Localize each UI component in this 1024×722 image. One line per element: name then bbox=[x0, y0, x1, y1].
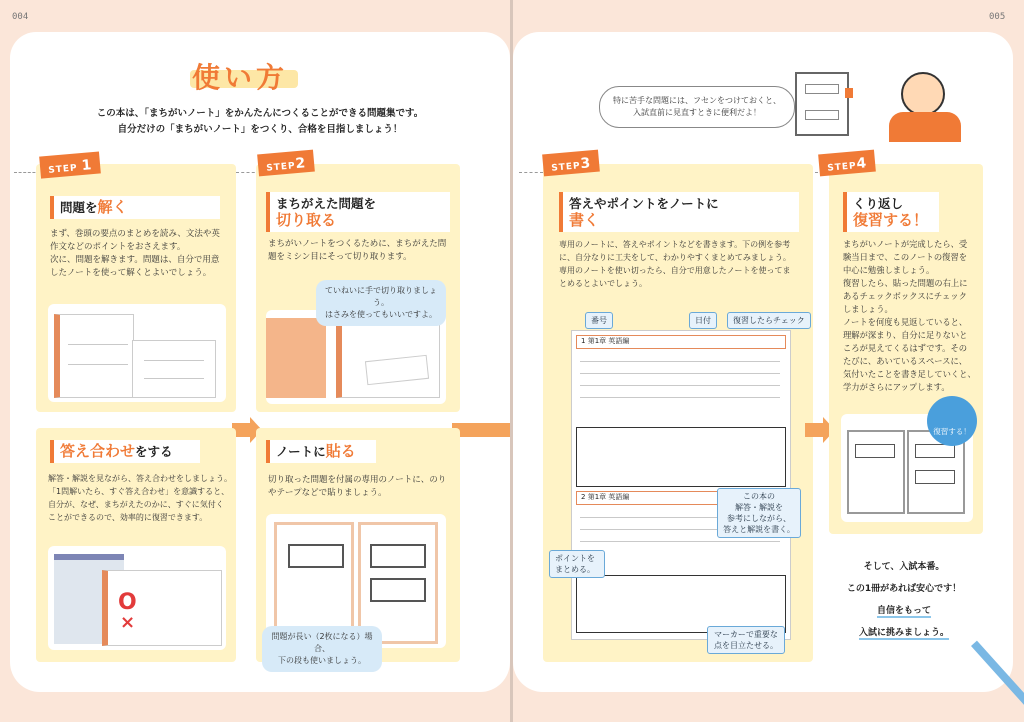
step2-heading bbox=[266, 192, 450, 232]
body-line: やテープなどで貼りましょう。 bbox=[268, 488, 387, 498]
body-line: 気付いたことを書き足していくと、 bbox=[843, 369, 976, 379]
bubble-line: 特に苦手な問題には、フセンをつけておくと、 bbox=[613, 96, 781, 105]
review-badge-text: 復習する！ bbox=[933, 427, 971, 436]
closing-line-underlined: 自信をもって bbox=[876, 606, 931, 616]
body-line: あるチェックボックスにチェック bbox=[843, 291, 967, 301]
notebook-graphic bbox=[132, 340, 216, 398]
label-line: マーカーで重要な bbox=[714, 630, 778, 639]
note-line bbox=[580, 385, 780, 386]
step1-body bbox=[50, 228, 234, 280]
step1-illustration bbox=[48, 304, 226, 402]
body-line: まちがいノートをつくるために、まちがえた問 bbox=[268, 239, 447, 249]
answer-body bbox=[48, 472, 236, 524]
pasted-problem-graphic bbox=[915, 444, 955, 458]
body-line: 学力がさらにアップします。 bbox=[843, 382, 950, 392]
label-line: 解答・解説を bbox=[735, 503, 783, 512]
fusen-tab-icon bbox=[845, 88, 853, 98]
heading-highlight: 解く bbox=[97, 198, 128, 216]
label-check: 復習したらチェック bbox=[727, 312, 811, 329]
note-line bbox=[68, 364, 128, 365]
notebook-graphic bbox=[54, 314, 134, 398]
note-line bbox=[68, 344, 128, 345]
heading-text: をする bbox=[135, 444, 173, 459]
body-line: まちがいノートが完成したら、受 bbox=[843, 239, 968, 249]
teacher-avatar bbox=[901, 72, 945, 116]
review-badge bbox=[927, 396, 977, 446]
note-line bbox=[580, 541, 780, 542]
cut-sheet-graphic bbox=[266, 318, 326, 398]
paste-tip-bubble bbox=[262, 626, 382, 672]
body-line: ころが見えてくるはずです。その bbox=[843, 343, 968, 353]
body-line: 解答・解説を見ながら、答え合わせをしましょう。 bbox=[48, 474, 232, 483]
pasted-problem-graphic bbox=[370, 544, 426, 568]
step4-body bbox=[843, 238, 985, 394]
label-explain bbox=[717, 488, 801, 538]
sticky-note-graphic bbox=[805, 84, 839, 94]
note-line bbox=[144, 378, 204, 379]
label-date: 日付 bbox=[689, 312, 717, 329]
body-line: 中心に勉強しましょう。 bbox=[843, 265, 935, 275]
closing-line: そして、入試本番。 bbox=[863, 562, 945, 572]
closing-line: この1冊があれば安心です！ bbox=[846, 584, 962, 594]
closing-line-underlined: 入試に挑みましょう。 bbox=[858, 628, 949, 638]
heading-text: ノートに bbox=[276, 444, 326, 459]
step-number: 2 bbox=[294, 155, 307, 173]
intro-line: この本は、「まちがいノート」をかんたんにつくることができる問題集です。 bbox=[96, 108, 424, 119]
example-title: 第1章 英語編 bbox=[587, 337, 630, 345]
label-line: この本の bbox=[743, 492, 775, 501]
bubble-line: ていねいに手で切り取りましょう。 bbox=[325, 286, 437, 307]
body-line: しましょう。 bbox=[843, 304, 893, 314]
body-line: 復習したら、貼った問題の右上に bbox=[843, 278, 968, 288]
body-line: たびに、あいているスペースに、 bbox=[843, 356, 968, 366]
sticky-note-book-icon bbox=[795, 72, 849, 136]
body-line: とめるとよいでしょう。 bbox=[559, 279, 647, 288]
page-number-right: 005 bbox=[989, 12, 1006, 22]
heading-text: 問題を bbox=[60, 200, 98, 215]
page-title: 使い方 bbox=[192, 61, 289, 94]
intro-text bbox=[60, 106, 460, 138]
example-number: 2 bbox=[581, 493, 586, 501]
handwritten-answer-area bbox=[576, 427, 786, 487]
note-line bbox=[580, 373, 780, 374]
example-title: 第1章 英語編 bbox=[587, 493, 630, 501]
body-line: 自分が、なぜ、まちがえたのかに、すぐに気付く bbox=[48, 500, 224, 509]
body-line: 題をミシン目にそって切り取ります。 bbox=[268, 252, 412, 262]
body-line: 作文などのポイントをおさえます。 bbox=[50, 242, 186, 252]
body-line: 理解が深まり、自分に足りないと bbox=[843, 330, 968, 340]
example-header-row bbox=[576, 335, 786, 349]
step-number: 3 bbox=[579, 155, 592, 173]
body-line: ノートを何度も見返していると、 bbox=[843, 317, 968, 327]
teacher-hoodie-graphic bbox=[889, 112, 961, 142]
body-line: 験当日まで、このノートの復習を bbox=[843, 252, 968, 262]
step1-heading bbox=[50, 196, 220, 219]
heading-highlight: 書く bbox=[569, 211, 600, 229]
label-line: 答えと解説を書く。 bbox=[723, 525, 795, 534]
paste-heading bbox=[266, 440, 376, 463]
step-word: STEP bbox=[826, 161, 858, 174]
label-point bbox=[549, 550, 605, 578]
pasted-problem-graphic bbox=[370, 578, 426, 602]
body-line: まず、巻頭の要点のまとめを読み、文法や英 bbox=[50, 229, 220, 239]
paste-body bbox=[268, 474, 454, 500]
body-line: 「1問解いたら、すぐ答え合わせ」を意識すると、 bbox=[48, 487, 230, 496]
label-line: 点を目立たせる。 bbox=[714, 641, 778, 650]
note-line bbox=[144, 360, 204, 361]
answer-heading bbox=[50, 440, 200, 463]
step3-body bbox=[559, 238, 813, 290]
label-line: まとめる。 bbox=[555, 565, 595, 574]
note-line bbox=[580, 361, 780, 362]
mark-circle-icon: O bbox=[118, 590, 137, 615]
pasted-problem-graphic bbox=[915, 470, 955, 484]
heading-highlight: 切り取る bbox=[276, 211, 337, 229]
label-line: ポイントを bbox=[555, 554, 595, 563]
label-number: 番号 bbox=[585, 312, 613, 329]
notebook-graphic bbox=[847, 430, 905, 514]
right-page bbox=[513, 0, 1024, 722]
answer-illustration bbox=[48, 546, 226, 650]
sticky-note-graphic bbox=[805, 110, 839, 120]
step3-heading bbox=[559, 192, 799, 232]
step2-tip-bubble bbox=[316, 280, 446, 326]
page-number-left: 004 bbox=[12, 12, 29, 22]
heading-text: くり返し bbox=[853, 196, 904, 211]
heading-highlight: 復習する！ bbox=[853, 211, 929, 229]
example-note bbox=[571, 330, 791, 640]
example-number: 1 bbox=[581, 337, 586, 345]
label-marker bbox=[707, 626, 785, 654]
intro-line: 自分だけの「まちがいノート」をつくり、合格を目指しましょう！ bbox=[117, 124, 403, 135]
arrow-right-icon bbox=[805, 423, 823, 437]
bubble-line: 問題が長い（2枚になる）場合、 bbox=[271, 632, 373, 653]
closing-text bbox=[829, 556, 979, 644]
heading-highlight: 答え合わせ bbox=[60, 442, 136, 460]
left-page bbox=[0, 0, 511, 722]
body-line: に、自分なりに工夫をして、わかりやすくまとめてみましょう。 bbox=[559, 253, 791, 262]
fusen-tip-bubble bbox=[599, 86, 795, 128]
step-number: 4 bbox=[855, 155, 868, 173]
body-line: 専用のノートを使い切ったら、自分で用意したノートを使ってま bbox=[559, 266, 791, 275]
body-line: 次に、問題を解きます。問題は、自分で用意 bbox=[50, 255, 220, 265]
body-line: 切り取った問題を付属の専用のノートに、のり bbox=[268, 475, 447, 485]
mark-cross-icon: × bbox=[120, 612, 136, 633]
step-line bbox=[519, 172, 543, 173]
body-line: したノートを使って解くとよいでしょう。 bbox=[50, 268, 212, 278]
bubble-line: 下の段も使いましょう。 bbox=[278, 656, 366, 665]
body-line: ことができるので、効率的に復習できます。 bbox=[48, 513, 208, 522]
step4-heading bbox=[843, 192, 939, 232]
step-number: 1 bbox=[80, 157, 94, 174]
bubble-line: 入試直前に見直すときに便利だよ！ bbox=[633, 108, 761, 117]
step-word: STEP bbox=[550, 161, 582, 174]
heading-text: まちがえた問題を bbox=[276, 196, 377, 211]
heading-highlight: 貼る bbox=[325, 442, 356, 460]
bubble-line: はさみを使ってもいいですよ。 bbox=[325, 310, 437, 319]
step2-body bbox=[268, 238, 454, 264]
step-word: STEP bbox=[47, 163, 79, 176]
heading-text: 答えやポイントをノートに bbox=[569, 196, 719, 211]
label-line: 参考にしながら、 bbox=[727, 514, 791, 523]
body-line: 専用のノートに、答えやポイントなどを書きます。下の例を参考 bbox=[559, 240, 791, 249]
pasted-problem-graphic bbox=[288, 544, 344, 568]
step-word: STEP bbox=[265, 161, 297, 174]
pasted-problem-graphic bbox=[855, 444, 895, 458]
handwritten-point-area bbox=[576, 575, 786, 633]
note-line bbox=[580, 397, 780, 398]
